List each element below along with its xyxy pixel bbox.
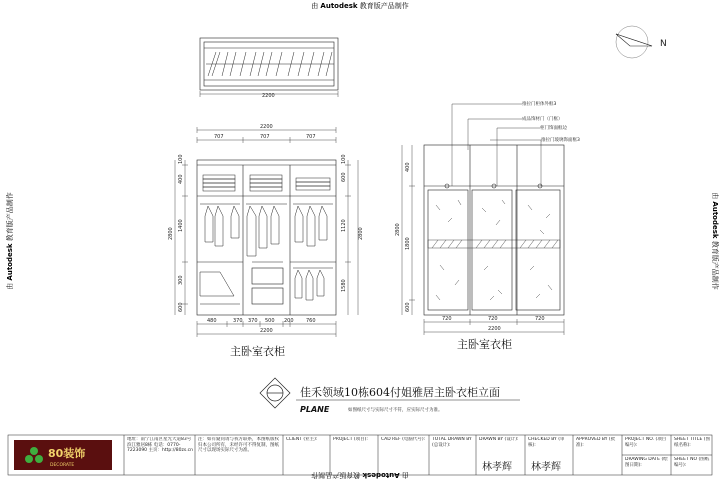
left-dim-3: 1400 xyxy=(178,219,184,232)
drawing-date-field: DRAWING DATE (绘图日期): xyxy=(625,457,668,468)
left-dim-5: 600 xyxy=(178,302,184,312)
wardrobe-top-view xyxy=(200,38,338,97)
door-bottom-seg-3: 720 xyxy=(535,316,545,322)
left-bottom-seg-5: 200 xyxy=(284,318,294,324)
watermark-prefix: 由 xyxy=(401,471,409,479)
watermark-prefix: 由 xyxy=(311,2,319,10)
watermark-suffix: 教育版产品制作 xyxy=(711,240,719,290)
left-top-seg-2: 707 xyxy=(260,134,270,140)
plan-title-symbol-icon xyxy=(260,378,290,408)
left-bottom-seg-4: 500 xyxy=(265,318,275,324)
watermark-brand: Autodesk xyxy=(362,471,400,479)
left-dim-1: 100 xyxy=(178,154,184,164)
callout-2: 成品饰材门（门框） xyxy=(522,117,563,122)
left-dim-2: 400 xyxy=(178,174,184,184)
callout-3: 柜门饰面框边 xyxy=(540,126,567,131)
right-total-height: 2800 xyxy=(358,227,364,240)
left-dim-4: 300 xyxy=(178,275,184,285)
left-bottom-seg-3: 370 xyxy=(248,318,258,324)
left-elevation-label: 主卧室衣柜 xyxy=(230,345,285,358)
logo-text: 80装饰 xyxy=(48,447,86,460)
right-dim-0: 100 xyxy=(341,154,347,164)
wardrobe-interior-elevation xyxy=(197,160,336,315)
top-view-dim: 2200 xyxy=(262,93,275,99)
checked-by-field: CHECKED BY (审核): xyxy=(528,437,565,448)
watermark-brand: Autodesk xyxy=(6,243,14,281)
project-field: PROJECT (项目): xyxy=(333,437,368,442)
left-top-seg-3: 707 xyxy=(306,134,316,140)
watermark-suffix: 教育版产品制作 xyxy=(6,192,14,242)
door-bottom-seg-1: 720 xyxy=(442,316,452,322)
watermark-brand: Autodesk xyxy=(711,201,719,239)
left-top-seg-1: 707 xyxy=(214,134,224,140)
company-info: 地址：南宁江南区星光大道83号滨江雅居8栋 电话：0770-7223090 主页：http://80zs.cn xyxy=(127,437,193,454)
door-total-height: 2800 xyxy=(395,223,401,236)
project-no-field: PROJECT NO. (项目编号): xyxy=(625,437,667,448)
watermark-prefix: 由 xyxy=(6,282,14,290)
left-bottom-total: 2200 xyxy=(260,328,273,334)
right-dim-2: 1120 xyxy=(341,219,347,232)
watermark-brand: Autodesk xyxy=(320,2,358,10)
drawn-by-field: DRAWN BY (设计): xyxy=(479,437,519,442)
compass-label: N xyxy=(660,39,667,49)
plane-word: PLANE xyxy=(300,405,330,414)
door-dim-2: 1800 xyxy=(405,237,411,250)
door-dim-3: 600 xyxy=(405,302,411,312)
left-total-height: 2800 xyxy=(168,227,174,240)
sheet-title-field: SHEET TITLE (图纸名称): xyxy=(674,437,710,448)
cad-ref-field: CAD REF (电脑代号): xyxy=(381,437,426,442)
plan-title: 佳禾领域10栋604付姐雅居主卧衣柜立面 xyxy=(300,386,500,399)
door-bottom-seg-2: 720 xyxy=(488,316,498,322)
drawing-notes: 注：如有疑问请与我方联系，本图纸版权归本公司所有，未经许可不得复制，图纸尺寸以现场实际尺寸为准。 xyxy=(198,437,279,454)
plane-note: 如图纸尺寸与实际尺寸不符，应实际尺寸为准。 xyxy=(348,408,443,413)
wardrobe-door-elevation xyxy=(424,104,564,315)
watermark-prefix: 由 xyxy=(711,192,719,200)
right-elevation-label: 主卧室衣柜 xyxy=(457,338,512,351)
checker-signature: 林孝辉 xyxy=(531,462,561,473)
approved-by-field: APPROVED BY (批准): xyxy=(576,437,616,448)
door-dim-1: 400 xyxy=(405,162,411,172)
door-bottom-total: 2200 xyxy=(488,326,501,332)
total-drawn-field: TOTAL DRAWN BY (总设计): xyxy=(432,437,472,448)
left-bottom-seg-2: 370 xyxy=(233,318,243,324)
sheet-no-field: SHEET NO (图纸编号): xyxy=(674,457,710,468)
client-field: CLIENT (业主): xyxy=(286,437,318,442)
right-dim-3: 1580 xyxy=(341,279,347,292)
compass-icon xyxy=(616,26,652,58)
designer-signature: 林孝辉 xyxy=(482,462,512,473)
left-bottom-seg-1: 480 xyxy=(207,318,217,324)
right-dim-1: 600 xyxy=(341,172,347,182)
left-width-dim: 2200 xyxy=(260,124,273,130)
callout-1: 推拉门柜体外框3 xyxy=(522,102,557,107)
watermark-suffix: 教育版产品制作 xyxy=(311,471,361,479)
logo-subtext: DECORATE xyxy=(50,463,75,468)
watermark-suffix: 教育版产品制作 xyxy=(359,2,409,10)
callout-4: 推拉门玻璃饰面框3 xyxy=(541,138,580,143)
left-bottom-seg-6: 760 xyxy=(306,318,316,324)
